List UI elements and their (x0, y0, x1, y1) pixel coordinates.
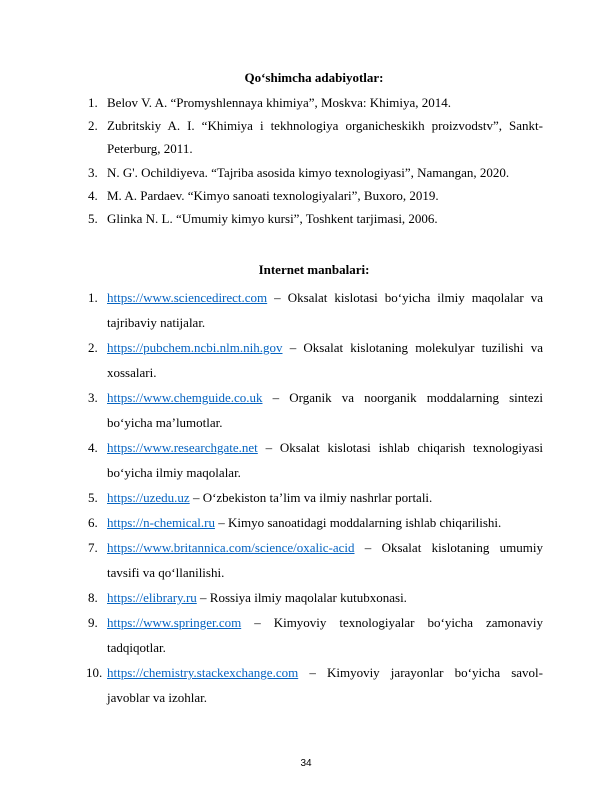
internet-list (88, 285, 543, 710)
internet-desc: – Organik va noorganik moddalarning sintezi bo‘yicha ma’lumotlar. (107, 390, 543, 430)
internet-item (88, 610, 543, 660)
internet-link[interactable]: https://www.springer.com (107, 615, 242, 630)
internet-link[interactable]: https://uzedu.uz (107, 490, 190, 505)
internet-item (88, 385, 543, 435)
reference-item (88, 207, 543, 230)
internet-link[interactable]: https://chemistry.stackexchange.com (107, 665, 299, 680)
internet-desc: – Kimyo sanoatidagi moddalarning ishlab chiqarilishi. (214, 515, 502, 530)
internet-number: 6. (88, 515, 98, 530)
internet-link[interactable]: https://www.sciencedirect.com (107, 290, 268, 305)
internet-desc: – Kimyoviy jarayonlar bo‘yicha savol-javoblar va izohlar. (107, 665, 543, 705)
internet-number: 1. (88, 290, 98, 305)
reference-number: 4. (88, 187, 98, 203)
internet-desc: – O‘zbekiston ta’lim va ilmiy nashrlar portali. (189, 490, 433, 505)
internet-number: 8. (88, 590, 98, 605)
internet-desc: – Oksalat kislotaning molekulyar tuzilishi va xossalari. (107, 340, 543, 380)
reference-number: 2. (88, 118, 98, 134)
internet-heading: Internet manbalari: (258, 262, 370, 277)
reference-item (88, 161, 543, 184)
internet-desc: – Kimyoviy texnologiyalar bo‘yicha zamonaviy tadqiqotlar. (107, 615, 543, 655)
internet-link[interactable]: https://www.chemguide.co.uk (107, 390, 263, 405)
reference-number: 5. (88, 211, 98, 227)
internet-item (88, 435, 543, 485)
internet-number: 7. (88, 540, 98, 555)
internet-number: 4. (88, 440, 98, 455)
internet-item (88, 585, 543, 610)
internet-link[interactable]: https://www.britannica.com/science/oxalic-acid (107, 540, 355, 555)
reference-number: 1. (88, 95, 98, 110)
internet-number: 5. (88, 490, 98, 505)
internet-item (88, 660, 543, 710)
reference-text: M. A. Pardaev. “Kimyo sanoati texnologiyalari”, Buxoro, 2019. (107, 187, 439, 203)
reference-text: Zubritskiy A. I. “Khimiya i tekhnologiya organicheskikh proizvodstv”, Sankt-Peterburg, 2011. (107, 118, 543, 157)
internet-item (88, 485, 543, 510)
reference-text: Belov V. A. “Promyshlennaya khimiya”, Moskva: Khimiya, 2014. (107, 95, 451, 110)
internet-number: 10. (86, 665, 103, 680)
internet-item (88, 335, 543, 385)
internet-desc: – Oksalat kislotasi ishlab chiqarish texnologiyasi bo‘yicha ilmiy maqolalar. (107, 440, 543, 480)
internet-item (88, 510, 543, 535)
internet-link[interactable]: https://pubchem.ncbi.nlm.nih.gov (107, 340, 283, 355)
internet-desc: – Rossiya ilmiy maqolalar kutubxonasi. (196, 590, 407, 605)
internet-number: 9. (88, 615, 98, 630)
reference-item (88, 91, 543, 114)
internet-desc: – Oksalat kislotaning umumiy tavsifi va qo‘llanilishi. (107, 540, 543, 580)
reference-text: Glinka N. L. “Umumiy kimyo kursi”, Toshkent tarjimasi, 2006. (107, 211, 438, 227)
internet-number: 3. (88, 390, 98, 405)
page-number: 34 (300, 758, 312, 769)
reference-item (88, 114, 543, 160)
references-heading: Qo‘shimcha adabiyotlar: (244, 70, 384, 85)
reference-item (88, 184, 543, 207)
internet-item (88, 535, 543, 585)
reference-text: N. G'. Ochildiyeva. “Tajriba asosida kimyo texnologiyasi”, Namangan, 2020. (107, 164, 510, 180)
internet-link[interactable]: https://elibrary.ru (107, 590, 197, 605)
internet-link[interactable]: https://www.researchgate.net (107, 440, 258, 455)
internet-item (88, 285, 543, 335)
internet-link[interactable]: https://n-chemical.ru (107, 515, 215, 530)
internet-desc: – Oksalat kislotasi bo‘yicha ilmiy maqolalar va tajribaviy natijalar. (107, 290, 543, 330)
references-list (88, 91, 543, 230)
internet-number: 2. (88, 340, 98, 355)
reference-number: 3. (88, 164, 98, 180)
